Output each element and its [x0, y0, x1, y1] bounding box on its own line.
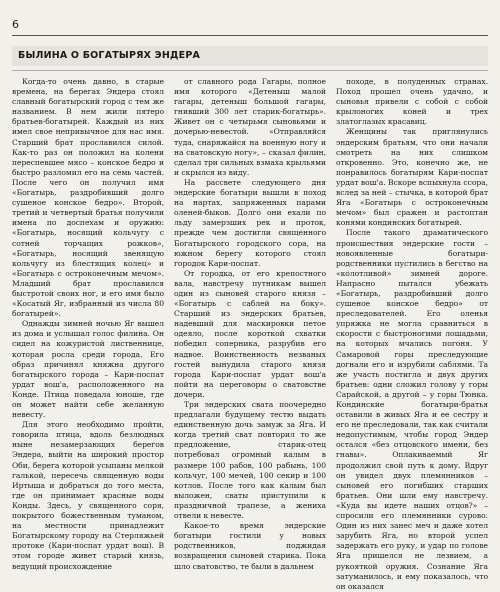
paragraph: От городка, от его крепостного вала, навстречу путникам вышел один из сыновей старого князя – «Богатырь с саблей на боку». Старший из эндерских братьев, надевший для маскировки петое одеяло, после короткой схватки победил соперника, разрубив его надвое. Воинственность незваных гостей вынудила старого князя города Кари-поспат урдат вош'а пойти на переговоры о сватовстве дочери.	[174, 268, 326, 399]
article-title: БЫЛИНА О БОГАТЫРЯХ ЭНДЕРА	[18, 50, 201, 61]
title-rule	[12, 70, 488, 71]
text-column-3	[336, 77, 488, 591]
paragraph: от славного рода Гагары, полное имя которого «Детеныш малой гагары, детеныш большой гагары, гнивший 300 лет старик-богатырь». Живет он с четырьмя сыновьями и дочерью-невестой. «Отправляйся туда, снаряжайся на военную ногу и на сватовскую ногу», – сказал филин, сделал три сильных взмаха крыльями и скрылся из виду.	[174, 77, 326, 177]
paragraph: Для этого необходимо пройти, говорила птица, вдоль безлюдных ныне незамерзающих берегов Эндера, выйти на широкий простор Оби, берега которой усыпаны мелкой галькой, пересечь священную воды Иртыша и добраться до того места, где он принимает красные воды Конды. Здесь, у священного соря, покрытого божественным туманом, на местности принадлежит Богатырскому городу на Стерляжьей протоке (Кари-поспат урдат вош). В этом городе живет старый князь, ведущий происхождение	[12, 420, 164, 571]
paragraph: На рассвете следующего дня эндерские богатыри вышли в поход на нартах, запряженных парами оленей-быков. Долго они ехали по льду замерзших рек и проток, прежде чем достигли священного Богатырского городского сора, на южном берегу которого стоял городок Кари-поспат.	[174, 177, 326, 268]
title-band	[12, 46, 488, 66]
top-rule	[12, 35, 488, 36]
paragraph: Однажды зимней ночью Яг вышел из дома и услышал голос филина. Он сидел на кожуристой лиственнице, которая росла среди города. Его образ причинял княжна другого богатырского города – Кари-поспат урдат вош'а, расположенного на Конде. Птица поведала юноше, где он может найти себе желанную невесту.	[12, 319, 164, 420]
text-column-2	[174, 77, 326, 577]
paragraph: Какое-то время эндерские богатыри гостили у новых родственников, поджидая возвращения сыновей старика. Пока шло сватовство, те были в дальнем	[174, 521, 326, 571]
text-column-1	[12, 77, 164, 577]
paragraph: походе, в полуденных странах. Поход прошел очень удачно, и сыновья привели с собой с собой крылоногих коней и трех златоглазых красавиц.	[336, 77, 488, 127]
paragraph: Три эндерских свата поочередно предлагали будущему тестю выдать единственную дочь замуж за Яга. И когда третий сват повторил то же предложение, старик-отец потребовал огромный калым в размере 100 рабов, 100 рабынь, 100 кольчуг, 100 мечей, 100 секир и 100 котлов. После того как калым был выложен, сваты приступили к праздничной трапезе, а женихa отвели к невесте.	[174, 400, 326, 521]
paragraph: Женщины так приглянулись эндерским братьям, что они начали смотреть на них слишком откровенно. Это, конечно же, не понравилось богатырям Кари-поспат урдат вош'а. Вскоре вспыхнула ссора, вслед за ней – стычка, в которой брат Яга «Богатырь с остроконечным мечом» был сражен и растоптан конями кондинских богатырей.	[336, 127, 488, 228]
paragraph: Когда-то очень давно, в старые времена, на берегах Эндера стоял славный богатырский город с тем же названием. В нем жили пятеро братьев-богатырей. Каждый из них имел свое непривычное для нас имя. Старший брат прославился силой. Как-то раз он положил на колени переспевшее мясо – конское бедро и быстро разломил его на семь частей. После чего он получил имя «Богатырь, раздробивший долго сушеное конское бедро». Второй, третий и четвертый братья получили имена по доспехам и оружию: «Богатырь, носящий кольчугу с сотней торчащих рожков», «Богатырь, носящий звенящую кольчугу из блестящих колец» и «Богатырь с остроконечным мечом». Младший брат прославился быстротой своих ног, и его имя было «Косатый Яг, избранный из числа 80 богатырей».	[12, 77, 164, 319]
page-number: 6	[12, 18, 19, 31]
text-columns	[12, 77, 488, 591]
paragraph: После такого драматического происшествия эндерские гости – новоявленные богатыри-родственники пустились в бегство на «колотливой» зимней дороге. Напрасно пытался убежать «Богатырь, раздробивший долго сушеное конское бедро» от преследователей. Его оленья упряжка не могла сравниться в скорости с быстроногими лошадьми, на которых мчались погоня. У Самаровой горы преследующие догнали его и изрубили саблями. Та же участь постигла и двух других братьев: одни сложил голову у горы Сарайской, а другой – у горы Тюнка. Кондинские богатыри-братья оставили в живых Яга и ее сестру и его не преследовали, так как считали недопустимым, чтобы город Эндер остался «без отцовского имени, без гнавы». Оплакиваемый Яг продолжил свой путь к дому. Вдруг он увидел двух племянников – сыновей его погибших старших братьев. Они шли ему навстречу. «Куда вы идете наших отцов?» – спросили его племянники сурово. Один из них занес меч и даже хотел зарубить Яга, но второй успел задержать его руку, и удар по голове Яга пришелся не лезвием, а рукояткой оружия. Сознание Яга затуманилось, и ему показалось, что он оказался	[336, 228, 488, 591]
